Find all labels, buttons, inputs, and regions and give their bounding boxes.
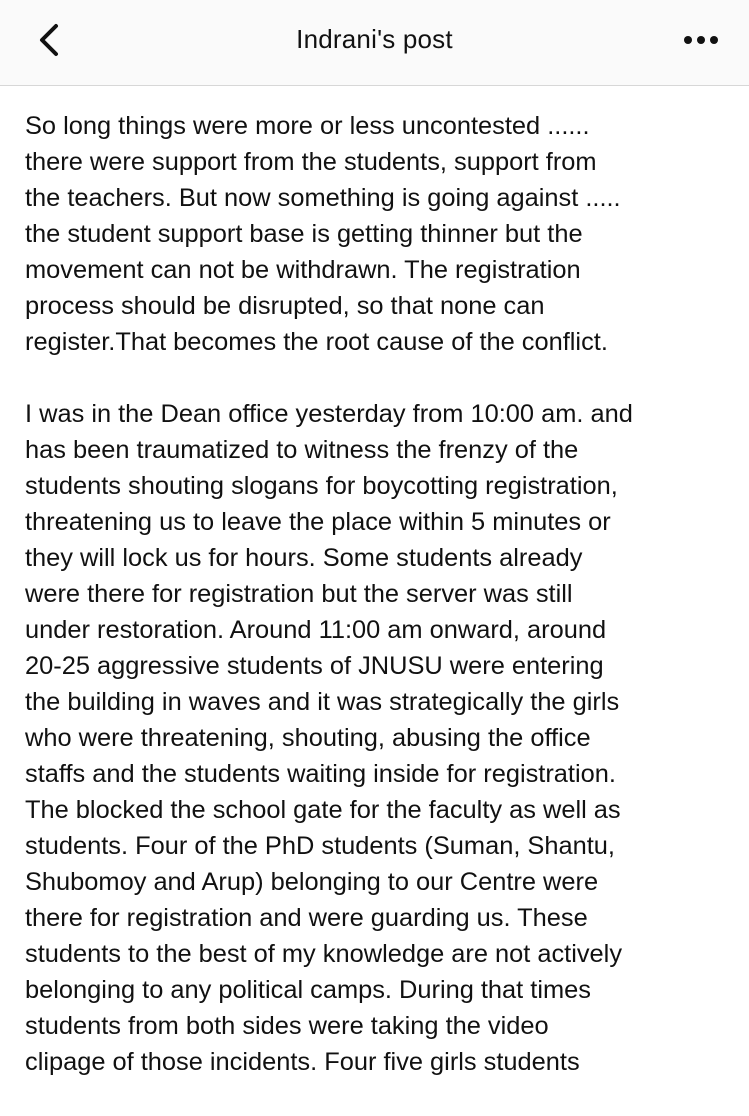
more-options-button[interactable]	[679, 24, 723, 56]
page-title: Indrani's post	[296, 24, 453, 54]
post-body	[25, 108, 730, 1116]
post-paragraph: I was in the Dean office yesterday from 10:00 am. and has been traumatized to witness the frenzy of the students shouting slogans for boycotting registration, threatening us to leave the place within 5 minutes or they will lock us for hours. Some students already were there for registration but the server was still under restoration. Around 11:00 am onward, around 20-25 aggressive students of JNUSU were entering the building in waves and it was strategically the girls who were threatening, shouting, abusing the office staffs and the students waiting inside for registration. The blocked the school gate for the faculty as well as students. Four of the PhD students (Suman, Shantu, Shubomoy and Arup) belonging to our Centre were there for registration and were guarding us. These students to the best of my knowledge are not actively belonging to any political camps. During that times students from both sides were taking the video clipage of those incidents. Four five girls students	[25, 400, 633, 1076]
navigation-bar	[0, 0, 749, 86]
more-horizontal-icon	[683, 35, 719, 45]
post-paragraph: So long things were more or less uncontested ...... there were support from the students, support from the teachers. But now something is going against ..... the student support base is getting thinner but the movement can not be withdrawn. The registration process should be disrupted, so that none can register.That becomes the root cause of the conflict.	[25, 112, 621, 356]
